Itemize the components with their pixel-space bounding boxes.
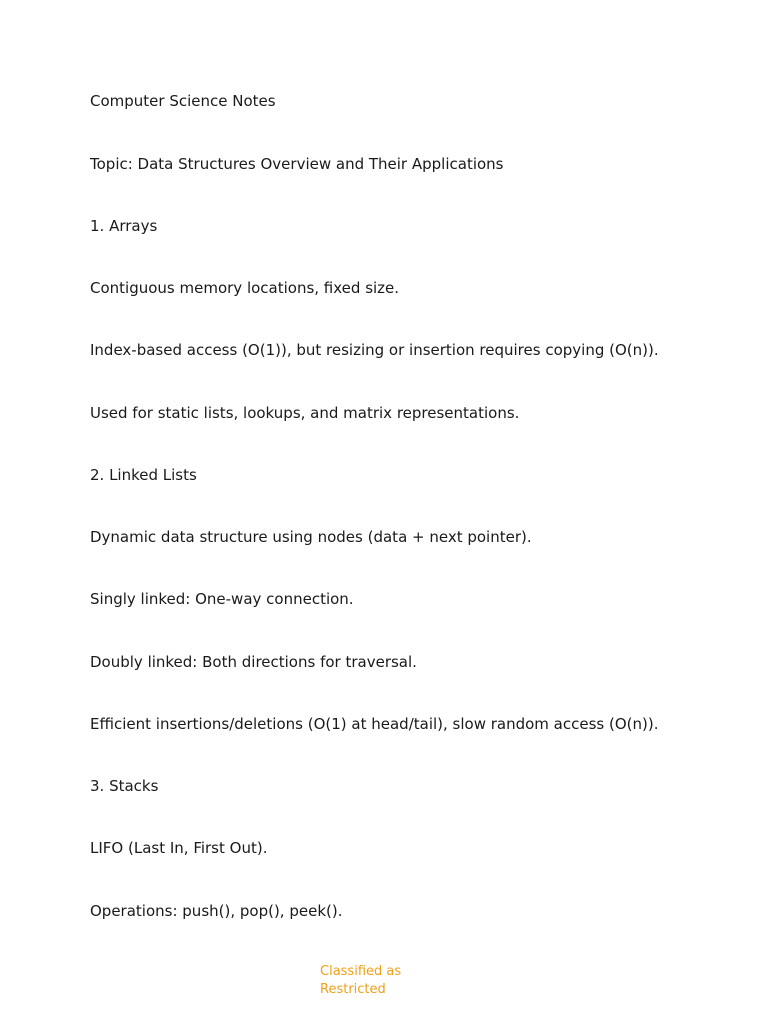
- paragraph-line: Contiguous memory locations, fixed size.: [90, 279, 400, 297]
- classification-label-line1: Classified as: [320, 964, 402, 979]
- paragraph-line: Used for static lists, lookups, and matrix representations.: [90, 404, 520, 422]
- paragraph-line: Singly linked: One-way connection.: [90, 590, 354, 608]
- paragraph-line: LIFO (Last In, First Out).: [90, 839, 268, 857]
- paragraph-line: Index-based access (O(1)), but resizing or insertion requires copying (O(n)).: [90, 341, 659, 359]
- document-title: Computer Science Notes: [90, 92, 276, 110]
- classification-label-line2: Restricted: [320, 982, 386, 997]
- paragraph-line: Operations: push(), pop(), peek().: [90, 902, 343, 920]
- paragraph-line: Efficient insertions/deletions (O(1) at head/tail), slow random access (O(n)).: [90, 715, 659, 733]
- section-heading-linked-lists: 2. Linked Lists: [90, 466, 197, 484]
- paragraph-line: Doubly linked: Both directions for traversal.: [90, 653, 417, 671]
- section-heading-arrays: 1. Arrays: [90, 217, 158, 235]
- document-topic: Topic: Data Structures Overview and Their Applications: [90, 155, 504, 173]
- section-heading-stacks: 3. Stacks: [90, 777, 159, 795]
- classification-label: [320, 963, 401, 999]
- paragraph-line: Dynamic data structure using nodes (data + next pointer).: [90, 528, 532, 546]
